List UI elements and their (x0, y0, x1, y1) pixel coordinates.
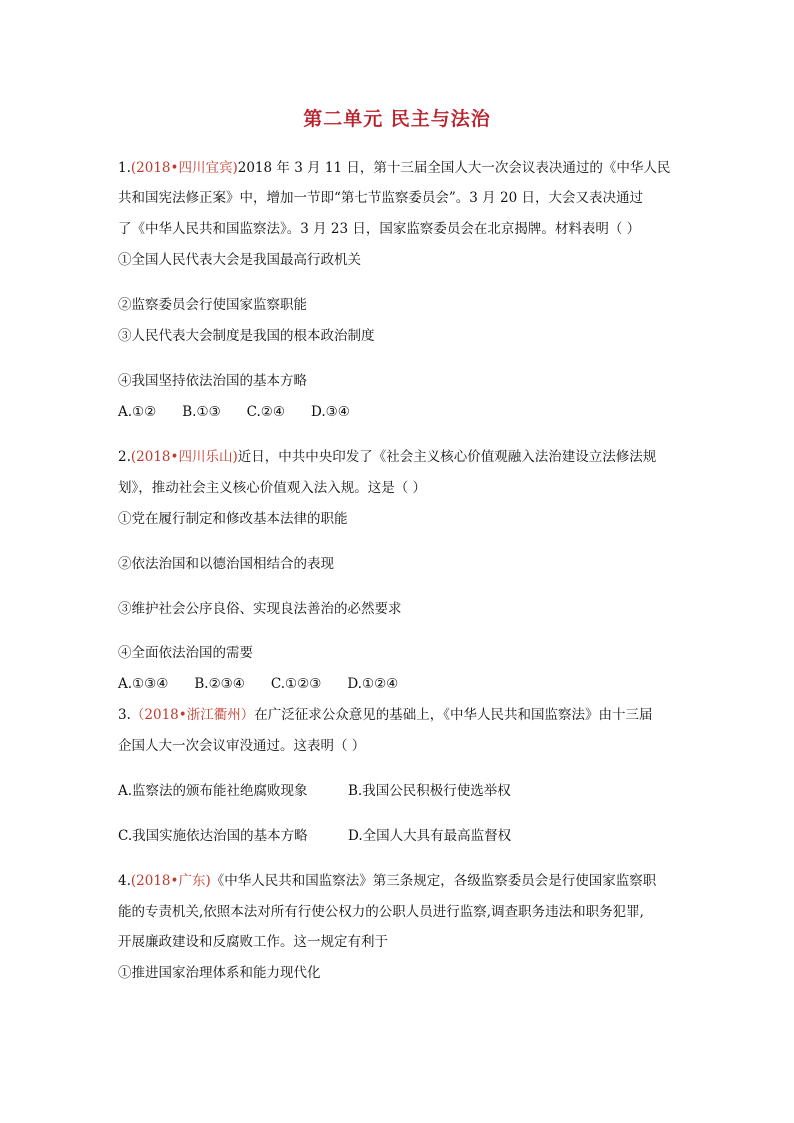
question-1-choice-b: B.①③ (182, 404, 221, 420)
question-1-line-1 (118, 158, 670, 178)
question-4-line-1 (118, 871, 656, 891)
question-2-text-1: 近日，中共中央印发了《社会主义核心价值观融入法治建设立法修法规 (237, 449, 657, 465)
question-1-line-3: 了《中华人民共和国监察法》。3 月 23 日，国家监察委员会在北京揭牌。材料表明（ ） (118, 221, 641, 237)
question-2-option-4: ④全面依法治国的需要 (118, 645, 253, 661)
question-2-choice-c: C.①②③ (270, 676, 322, 692)
question-3-choice-c: C.我国实施依达治国的基本方略 (118, 828, 308, 844)
question-3-choice-d: D.全国人大具有最高监督权 (348, 828, 512, 844)
question-1-choices (118, 402, 350, 422)
question-1-option-1: ①全国人民代表大会是我国最高行政机关 (118, 252, 361, 268)
question-2-number: 2. (118, 449, 131, 465)
question-4-number: 4. (118, 873, 131, 889)
question-1-option-2: ②监察委员会行使国家监察职能 (118, 297, 307, 313)
question-2-source: (2018•四川乐山) (130, 449, 238, 465)
question-1-choice-d: D.③④ (311, 404, 350, 420)
question-3-choice-b: B.我国公民积极行使选举权 (348, 783, 511, 799)
question-2-line-1 (118, 447, 656, 467)
question-4-source: (2018•广东) (130, 873, 211, 889)
question-3-number: 3. (118, 707, 131, 723)
question-2-choice-a: A.①③④ (118, 676, 169, 692)
question-3-choices-row-1 (118, 781, 578, 801)
question-3-line-1 (118, 705, 652, 725)
question-1-number: 1. (118, 160, 131, 176)
question-1-text-1: 2018 年 3 月 11 日，第十三届全国人大一次会议表决通过的《中华人民 (237, 160, 671, 176)
question-1-option-3: ③人民代表大会制度是我国的根本政治制度 (118, 328, 375, 344)
question-3-source: （2018•浙江衢州） (130, 707, 255, 723)
question-2-option-3: ③维护社会公序良俗、实现良法善治的必然要求 (118, 601, 402, 617)
question-4-line-2: 能的专责机关,依照本法对所有行使公权力的公职人员进行监察,调查职务违法和职务犯罪, (118, 904, 644, 920)
question-2-choice-b: B.②③④ (194, 676, 245, 692)
question-4-option-1: ①推进国家治理体系和能力现代化 (118, 965, 321, 981)
question-4-text-1: 《中华人民共和国监察法》第三条规定，各级监察委员会是行使国家监察职 (210, 873, 657, 889)
question-3-choices-row-2 (118, 826, 578, 846)
question-1-line-2: 共和国宪法修正案》中，增加一节即“第七节监察委员会”。3 月 20 日，大会又表决通过 (118, 190, 643, 206)
question-2-option-1: ①党在履行制定和修改基本法律的职能 (118, 511, 348, 527)
question-1-choice-c: C.②④ (246, 404, 286, 420)
question-3-text-1: 在广泛征求公众意见的基础上，《中华人民共和国监察法》由十三届 (254, 707, 653, 723)
question-1-source: (2018•四川宜宾) (130, 160, 238, 176)
question-2-line-2: 划》，推动社会主义核心价值观入法入规。这是（ ） (118, 480, 427, 496)
question-2-choices (118, 674, 398, 694)
question-3-line-2: 企国人大一次会议审没通过。这表明（ ） (118, 738, 366, 754)
question-2-choice-d: D.①②④ (347, 676, 399, 692)
question-2-option-2: ②依法治国和以德治国相结合的表现 (118, 556, 334, 572)
question-1-option-4: ④我国坚持依法治国的基本方略 (118, 373, 307, 389)
question-3-choice-a: A.监察法的颁布能社绝腐败现象 (118, 783, 308, 799)
page-title: 第二单元 民主与法治 (303, 108, 491, 130)
question-4-line-3: 开展廉政建设和反腐败工作。这一规定有利于 (118, 934, 388, 950)
question-1-choice-a: A.①② (118, 404, 157, 420)
